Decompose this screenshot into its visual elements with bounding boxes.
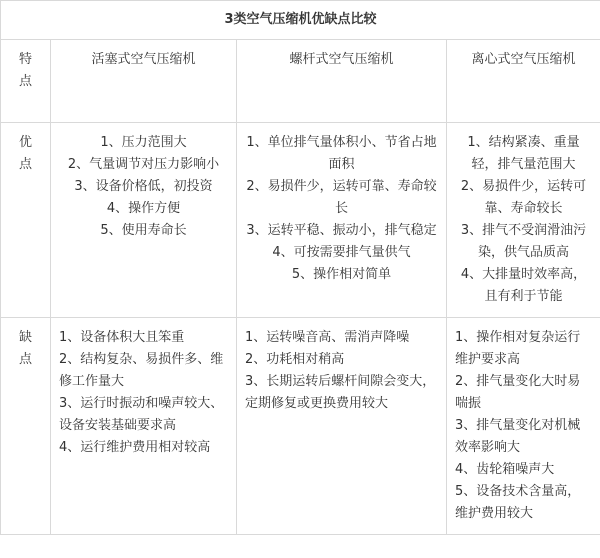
column-header-piston: 活塞式空气压缩机 bbox=[51, 40, 237, 123]
table-title: 3类空气压缩机优缺点比较 bbox=[1, 1, 600, 40]
list-item: 4、齿轮箱噪声大 bbox=[455, 462, 555, 477]
piston-disadvantages-cell bbox=[51, 318, 237, 535]
list-item: 4、运行维护费用相对较高 bbox=[59, 440, 211, 455]
header-row bbox=[1, 40, 600, 123]
list-item: 3、排气不受润滑油污染，供气品质高 bbox=[460, 223, 587, 260]
list-item: 2、排气量变化大时易喘振 bbox=[455, 374, 581, 411]
list-item: 5、使用寿命长 bbox=[100, 223, 187, 238]
list-item: 2、易损件少，运转可靠、寿命较长 bbox=[460, 179, 587, 216]
list-item: 4、操作方便 bbox=[106, 201, 181, 216]
screw-disadvantages-cell bbox=[237, 318, 447, 535]
list-item: 5、设备技术含量高，维护费用较大 bbox=[455, 484, 581, 521]
list-item: 1、设备体积大且笨重 bbox=[59, 330, 185, 345]
title-row bbox=[1, 1, 600, 40]
centrifugal-advantages-cell bbox=[447, 123, 600, 318]
list-item: 1、压力范围大 bbox=[100, 135, 187, 150]
list-item: 2、结构复杂、易损件多、维修工作量大 bbox=[59, 352, 224, 389]
list-item: 3、排气量变化对机械效率影响大 bbox=[455, 418, 581, 455]
list-item: 3、运行时振动和噪声较大、设备安装基础要求高 bbox=[59, 396, 224, 433]
feature-label: 特 点 bbox=[1, 40, 51, 123]
disadvantages-row bbox=[1, 318, 600, 535]
list-item: 3、长期运转后螺杆间隙会变大，定期修复或更换费用较大 bbox=[245, 374, 436, 411]
list-item: 1、单位排气量体积小、节省占地面积 bbox=[246, 135, 437, 172]
list-item: 5、操作相对简单 bbox=[291, 267, 392, 282]
centrifugal-disadvantages-cell bbox=[447, 318, 600, 535]
piston-advantages-cell bbox=[51, 123, 237, 318]
list-item: 3、设备价格低，初投资 bbox=[74, 179, 213, 194]
list-item: 1、操作相对复杂运行维护要求高 bbox=[455, 330, 581, 367]
list-item: 4、大排量时效率高，且有利于节能 bbox=[460, 267, 587, 304]
advantages-label: 优 点 bbox=[1, 123, 51, 318]
column-header-centrifugal: 离心式空气压缩机 bbox=[447, 40, 600, 123]
list-item: 1、运转噪音高、需消声降噪 bbox=[245, 330, 410, 345]
disadvantages-label: 缺 点 bbox=[1, 318, 51, 535]
list-item: 1、结构紧凑、重量轻，排气量范围大 bbox=[467, 135, 580, 172]
screw-advantages-cell bbox=[237, 123, 447, 318]
list-item: 2、气量调节对压力影响小 bbox=[67, 157, 220, 172]
list-item: 3、运转平稳、振动小，排气稳定 bbox=[246, 223, 437, 238]
advantages-row bbox=[1, 123, 600, 318]
list-item: 2、功耗相对稍高 bbox=[245, 352, 345, 367]
column-header-screw: 螺杆式空气压缩机 bbox=[237, 40, 447, 123]
list-item: 2、易损件少，运转可靠、寿命较长 bbox=[246, 179, 437, 216]
list-item: 4、可按需要排气量供气 bbox=[272, 245, 411, 260]
